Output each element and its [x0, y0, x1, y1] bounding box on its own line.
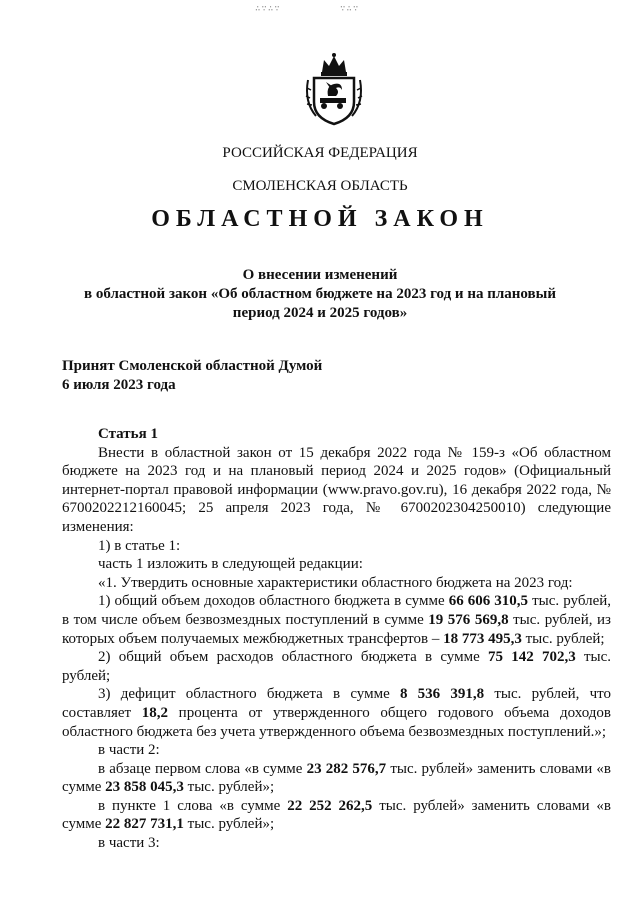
amount-value: 75 142 702,3	[487, 649, 576, 666]
smolensk-coat-of-arms-icon	[302, 52, 366, 126]
law-title-line: в областной закон «Об областном бюджете на 2023 год и на плановый	[84, 286, 556, 302]
clause-text: в абзаце первом слова «в сумме	[98, 760, 307, 777]
scan-noise-mark: ∴∵∴∵	[255, 4, 281, 14]
region-name: СМОЛЕНСКАЯ ОБЛАСТЬ	[232, 178, 408, 194]
budget-revenue-clause	[62, 592, 611, 648]
budget-expense-clause	[62, 648, 611, 685]
adoption-body: Принят Смоленской областной Думой	[62, 358, 323, 374]
law-title-line: период 2024 и 2025 годов»	[232, 305, 408, 321]
adoption-info	[62, 357, 322, 395]
amount-value: 23 858 045,3	[105, 779, 184, 796]
article-body	[62, 425, 611, 853]
amendment-clause	[62, 760, 611, 797]
clause-text: тыс. рублей, в том числе объем безвозмездных поступлений в сумме	[62, 593, 612, 628]
clause-text: тыс. рублей»;	[183, 816, 275, 833]
clause-text: тыс. рублей»;	[183, 779, 275, 796]
clause-text: тыс. рублей;	[521, 630, 605, 647]
clause-text: тыс. рублей» заменить словами «в сумме	[62, 797, 611, 833]
quoted-text: «1. Утвердить основные характеристики областного бюджета на 2023 год:	[98, 574, 573, 591]
amount-value: 22 252 262,5	[287, 797, 373, 814]
adoption-date: 6 июля 2023 года	[62, 377, 176, 393]
law-title-line: О внесении изменений	[242, 267, 398, 283]
clause-text: 1) общий объем доходов областного бюджета в сумме	[98, 593, 449, 610]
amount-value: 18 773 495,3	[443, 630, 522, 647]
percent-value: 18,2	[141, 704, 168, 721]
clause-text: 2) общий объем расходов областного бюджета в сумме	[98, 649, 488, 666]
clause-text: тыс. рублей;	[62, 649, 611, 684]
scan-noise-mark: ∵∴∵	[340, 4, 360, 14]
amount-value: 8 536 391,8	[399, 686, 485, 703]
amendment-part: в части 3:	[98, 835, 160, 852]
clause-text: тыс. рублей, из которых объем получаемых межбюджетных трансфертов –	[62, 611, 611, 647]
document-type-title: ОБЛАСТНОЙ ЗАКОН	[151, 206, 489, 232]
amendment-item: 1) в статье 1:	[98, 537, 181, 554]
amount-value: 22 827 731,1	[105, 816, 184, 833]
amendment-part: часть 1 изложить в следующей редакции:	[98, 556, 363, 573]
clause-text: тыс. рублей, что составляет	[62, 686, 612, 721]
budget-deficit-clause	[62, 685, 611, 741]
amount-value: 19 576 569,8	[428, 611, 509, 628]
country-name: РОССИЙСКАЯ ФЕДЕРАЦИЯ	[222, 145, 418, 161]
amendment-part: в части 2:	[98, 742, 160, 759]
amount-value: 23 282 576,7	[306, 760, 387, 777]
amendment-clause	[62, 797, 611, 834]
article-intro: Внести в областной закон от 15 декабря 2022 года № 159-з «Об областном бюджете на 2023 год и на плановый период 2024 и 2025 годов» (Официальный интернет-портал правовой информации (www.pravo.gov.ru), 16 декабря 2022 года, № 6700202212160045; 25 апреля 2023 года, № 6700202304250010) следующие изменения:	[62, 444, 611, 535]
clause-text: 3) дефицит областного бюджета в сумме	[98, 686, 400, 703]
clause-text: в пункте 1 слова «в сумме	[98, 797, 288, 814]
clause-text: процента от утвержденного общего годового объема доходов областного бюджета без учета утвержденного объема безвозмездных поступлений.»;	[62, 704, 611, 740]
article-heading: Статья 1	[98, 426, 158, 442]
clause-text: тыс. рублей» заменить словами «в сумме	[62, 760, 612, 796]
amount-value: 66 606 310,5	[448, 593, 529, 610]
